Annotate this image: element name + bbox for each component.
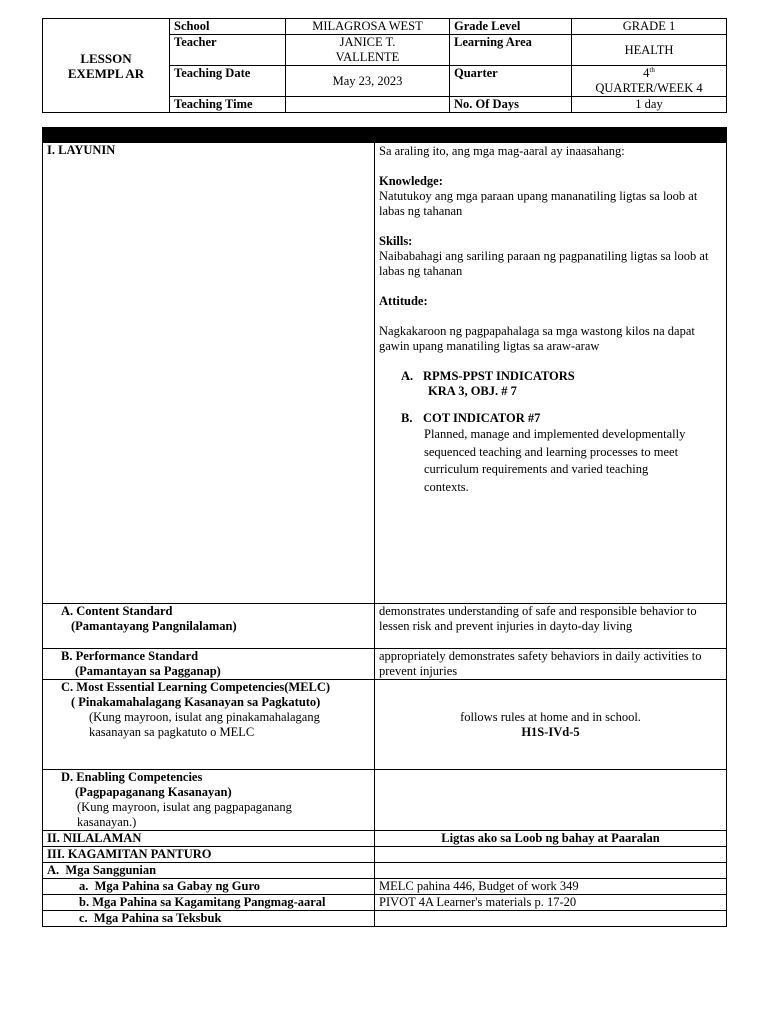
lesson-table	[42, 127, 727, 927]
school-value: MILAGROSA WEST	[286, 19, 450, 35]
sanggunian-row	[43, 863, 727, 879]
kagamitang-row	[43, 895, 727, 911]
quarter-label: Quarter	[450, 66, 572, 97]
quarter-suffix: th	[649, 65, 655, 74]
melc-sub-normal: (Kung mayroon, isulat ang pinakamahalagang kasanayan sa pagkatuto o MELC	[89, 710, 320, 739]
kagamitan-row	[43, 847, 727, 863]
performance-standard-value: appropriately demonstrates safety behaviors in daily activities to prevent injuries	[375, 649, 727, 680]
sanggunian-label: A. Mga Sanggunian	[43, 863, 375, 879]
layunin-content	[375, 143, 727, 604]
days-value: 1 day	[572, 97, 727, 113]
rpms-indicator	[379, 369, 722, 384]
time-label: Teaching Time	[170, 97, 286, 113]
enabling-sub-normal: (Kung mayroon, isulat ang pagpapaganang kasanayan.)	[77, 800, 292, 829]
skills-text: Naibabahagi ang sariling paraan ng pagpanatiling ligtas sa loob at labas ng tahanan	[379, 249, 709, 278]
days-label: No. Of Days	[450, 97, 572, 113]
grade-label: Grade Level	[450, 19, 572, 35]
header-table	[42, 18, 727, 113]
gabay-label: a. Mga Pahina sa Gabay ng Guro	[43, 879, 375, 895]
cot-text: Planned, manage and implemented developmentally sequenced teaching and learning processes to meet curriculum requirements and varied teaching contexts.	[424, 427, 686, 494]
time-value	[286, 97, 450, 113]
attitude-label: Attitude:	[379, 294, 428, 308]
area-label: Learning Area	[450, 35, 572, 66]
layunin-title: I. LAYUNIN	[43, 143, 375, 604]
area-value: HEALTH	[572, 35, 727, 66]
teacher-value: JANICE T. VALLENTE	[286, 35, 450, 66]
knowledge-text: Natutukoy ang mga paraan upang mananatiling ligtas sa loob at labas ng tahanan	[379, 189, 698, 218]
teksbuk-row	[43, 911, 727, 927]
rpms-marker: A.	[401, 369, 414, 383]
quarter-value	[572, 66, 727, 97]
enabling-label: D. Enabling Competencies	[61, 770, 203, 784]
nilalaman-label: II. NILALAMAN	[43, 831, 375, 847]
melc-code: H1S-IVd-5	[521, 724, 580, 739]
rpms-title: RPMS-PPST INDICATORS	[423, 369, 575, 383]
kagamitan-label: III. KAGAMITAN PANTURO	[43, 847, 375, 863]
skills-label: Skills:	[379, 234, 413, 248]
enabling-row	[43, 770, 727, 831]
knowledge-label: Knowledge:	[379, 174, 443, 188]
content-standard-sub: (Pamantayang Pangnilalaman)	[71, 619, 237, 633]
kagamitang-value: PIVOT 4A Learner's materials p. 17-20	[375, 895, 727, 911]
enabling-value	[375, 770, 727, 831]
content-standard-row	[43, 604, 727, 649]
teksbuk-label: c. Mga Pahina sa Teksbuk	[43, 911, 375, 927]
nilalaman-value: Ligtas ako sa Loob ng bahay at Paaralan	[375, 831, 727, 847]
melc-label: C. Most Essential Learning Competencies(MELC)	[61, 680, 331, 694]
gabay-row	[43, 879, 727, 895]
cot-title: COT INDICATOR #7	[423, 411, 541, 425]
performance-standard-label: B. Performance Standard	[61, 649, 199, 663]
content-standard-label: A. Content Standard	[61, 604, 173, 618]
cot-marker: B.	[401, 411, 413, 425]
attitude-text: Nagkakaroon ng pagpapahalaga sa mga wastong kilos na dapat gawin upang manatiling ligtas sa araw-araw	[379, 324, 695, 353]
rpms-sub: KRA 3, OBJ. # 7	[428, 384, 517, 398]
date-value: May 23, 2023	[286, 66, 450, 97]
layunin-row	[43, 143, 727, 604]
date-label: Teaching Date	[170, 66, 286, 97]
quarter-week: QUARTER/WEEK 4	[595, 81, 703, 95]
performance-standard-sub: (Pamantayan sa Pagganap)	[75, 664, 221, 678]
nilalaman-row	[43, 831, 727, 847]
gabay-value: MELC pahina 446, Budget of work 349	[375, 879, 727, 895]
performance-standard-row	[43, 649, 727, 680]
content-standard-value: demonstrates understanding of safe and responsible behavior to lessen risk and prevent injuries in dayto-day living	[375, 604, 727, 649]
cot-indicator	[379, 411, 722, 426]
melc-sub-bold: ( Pinakamahalagang Kasanayan sa Pagkatuto)	[71, 695, 321, 709]
melc-row	[43, 680, 727, 770]
quarter-number: 4	[643, 66, 650, 80]
layunin-intro: Sa araling ito, ang mga mag-aaral ay inaasahang:	[379, 144, 625, 158]
teksbuk-value	[375, 911, 727, 927]
table-header-bar	[43, 128, 727, 143]
school-label: School	[170, 19, 286, 35]
melc-sub	[61, 695, 344, 740]
grade-value: GRADE 1	[572, 19, 727, 35]
teacher-label: Teacher	[170, 35, 286, 66]
lesson-exemplar-label: LESSON EXEMPL AR	[43, 19, 170, 113]
kagamitang-label: b. Mga Pahina sa Kagamitang Pangmag-aaral	[43, 895, 375, 911]
enabling-sub-bold: (Pagpapaganang Kasanayan)	[75, 785, 232, 799]
melc-value: follows rules at home and in school.	[460, 709, 641, 724]
